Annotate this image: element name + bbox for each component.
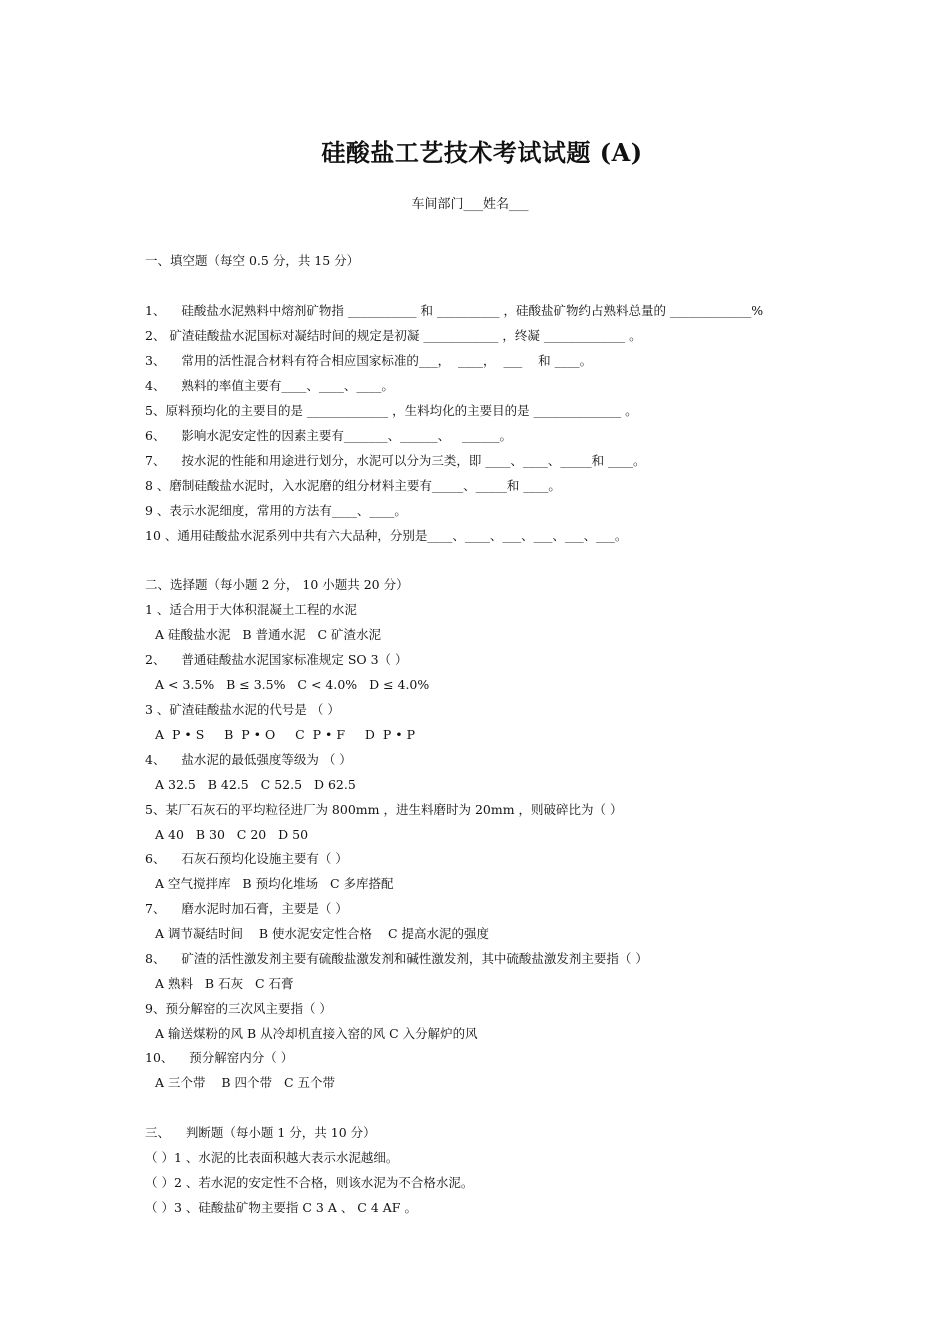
fill-blank-item: 4、 熟料的率值主要有____、____、____。 [145, 378, 394, 393]
choice-question: 10、 预分解窑内分（ ） [145, 1050, 294, 1065]
choice-question: 3 、矿渣硅酸盐水泥的代号是 （ ） [145, 702, 340, 717]
page-title: 硅酸盐工艺技术考试试题 (A) [321, 138, 643, 167]
choice-options: A 熟料 B 石灰 C 石膏 [155, 976, 294, 991]
fill-blank-item: 6、 影响水泥安定性的因素主要有_______、______、 ______。 [145, 428, 513, 443]
choice-question: 6、 石灰石预均化设施主要有（ ） [145, 851, 348, 866]
fill-blank-item: 10 、通用硅酸盐水泥系列中共有六大品种，分别是____、____、___、___、___、___。 [145, 528, 628, 543]
choice-question: 9、预分解窑的三次风主要指（ ） [145, 1001, 332, 1016]
choice-question: 4、 盐水泥的最低强度等级为 （ ） [145, 752, 352, 767]
true-false-item: （ ）1 、水泥的比表面积越大表示水泥越细。 [145, 1150, 399, 1165]
fill-blank-item: 3、 常用的活性混合材料有符合相应国家标准的___， ____， ___ 和 ____。 [145, 353, 593, 368]
fill-blank-item: 1、 硅酸盐水泥熟料中熔剂矿物指 ___________ 和 __________ ，硅酸盐矿物约占熟料总量的 _____________% [145, 303, 764, 318]
choice-question: 5、某厂石灰石的平均粒径进厂为 800mm ，进生料磨时为 20mm ，则破碎比为（ ） [145, 802, 623, 817]
choice-question: 1 、适合用于大体积混凝土工程的水泥 [145, 602, 357, 617]
choice-options: A < 3.5% B ≤ 3.5% C < 4.0% D ≤ 4.0% [155, 677, 430, 692]
choice-question: 8、 矿渣的活性激发剂主要有硫酸盐激发剂和碱性激发剂，其中硫酸盐激发剂主要指（ ） [145, 951, 648, 966]
choice-options: A 40 B 30 C 20 D 50 [155, 827, 309, 842]
choice-question: 7、 磨水泥时加石膏，主要是（ ） [145, 901, 348, 916]
choice-options: A 32.5 B 42.5 C 52.5 D 62.5 [155, 777, 356, 792]
fill-blank-item: 2、 矿渣硅酸盐水泥国标对凝结时间的规定是初凝 ____________ ，终凝 _____________ 。 [145, 328, 642, 343]
choice-options: A 输送煤粉的风 B 从冷却机直接入窑的风 C 入分解炉的风 [155, 1026, 478, 1041]
section-heading-fill-blank: 一、填空题（每空 0.5 分，共 15 分） [145, 253, 360, 268]
fill-blank-item: 7、 按水泥的性能和用途进行划分，水泥可以分为三类，即 ____、____、_____和 ____。 [145, 453, 646, 468]
true-false-item: （ ）3 、硅酸盐矿物主要指 C 3 A 、 C 4 AF 。 [145, 1200, 417, 1215]
choice-options: A 硅酸盐水泥 B 普通水泥 C 矿渣水泥 [155, 627, 382, 642]
true-false-item: （ ）2 、若水泥的安定性不合格，则该水泥为不合格水泥。 [145, 1175, 474, 1190]
choice-question: 2、 普通硅酸盐水泥国家标准规定 SO 3（ ） [145, 652, 408, 667]
fill-blank-item: 8 、磨制硅酸盐水泥时，入水泥磨的组分材料主要有_____、_____和 ____。 [145, 478, 561, 493]
fill-blank-item: 5、原料预均化的主要目的是 _____________ ，生料均化的主要目的是 ______________ 。 [145, 403, 638, 418]
choice-options: A 三个带 B 四个带 C 五个带 [155, 1075, 336, 1090]
choice-options: A 调节凝结时间 B 使水泥安定性合格 C 提高水泥的强度 [155, 926, 489, 941]
fill-blank-item: 9 、表示水泥细度，常用的方法有____、____。 [145, 503, 407, 518]
section-heading-true-false: 三、 判断题（每小题 1 分，共 10 分） [145, 1125, 376, 1140]
choice-options: A P • S B P • O C P • F D P • P [155, 727, 416, 742]
choice-options: A 空气搅拌库 B 预均化堆场 C 多库搭配 [155, 876, 394, 891]
section-heading-choice: 二、选择题（每小题 2 分， 10 小题共 20 分） [145, 577, 409, 592]
department-name-line: 车间部门___姓名___ [411, 197, 529, 212]
